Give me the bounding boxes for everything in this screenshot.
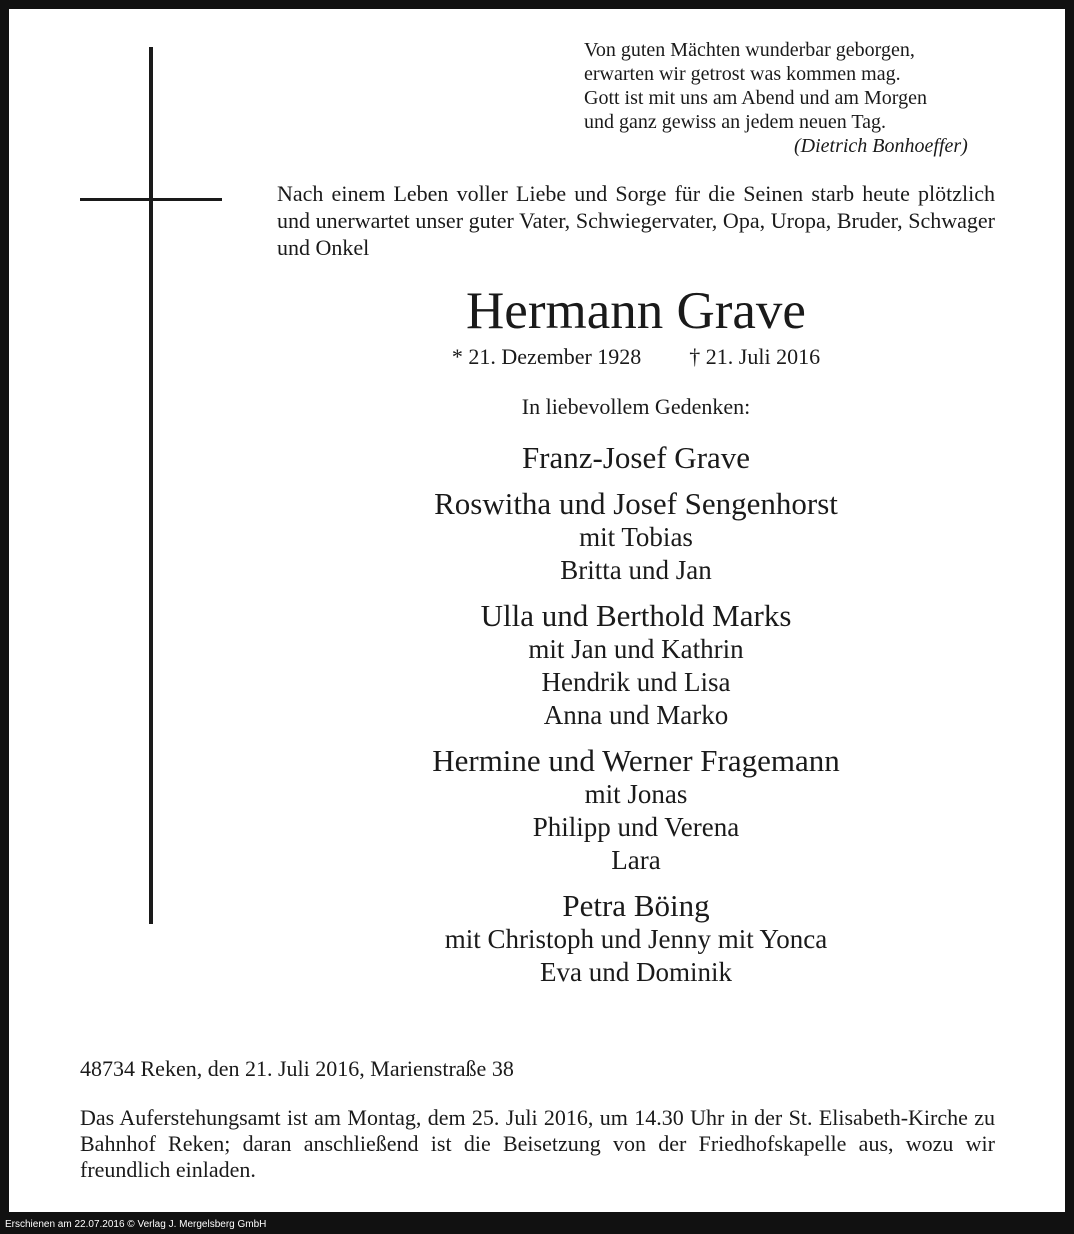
- verse-line-4: und ganz gewiss an jedem neuen Tag.: [584, 111, 887, 133]
- in-memory-heading: In liebevollem Gedenken:: [521, 394, 751, 419]
- address-line: 48734 Reken, den 21. Juli 2016, Marienstraße 38: [80, 1056, 514, 1081]
- mourner-primary: Petra Böing: [562, 888, 710, 923]
- cross-icon-vertical: [149, 47, 153, 924]
- death-date: † 21. Juli 2016: [689, 344, 821, 369]
- verse-line-2: erwarten wir getrost was kommen mag.: [584, 63, 901, 85]
- life-dates: [277, 343, 995, 371]
- mourner-group: [277, 743, 995, 877]
- mourner-sub: Britta und Jan: [560, 555, 712, 585]
- mourner-sub: Philipp und Verena: [532, 812, 740, 842]
- cross-icon-horizontal: [80, 198, 222, 201]
- mourner-sub: mit Christoph und Jenny mit Yonca: [444, 924, 828, 954]
- mourner-primary: Hermine und Werner Fragemann: [432, 743, 840, 778]
- verse-author: (Dietrich Bonhoeffer): [794, 135, 968, 157]
- publication-credit: Erschienen am 22.07.2016 © Verlag J. Mergelsberg GmbH: [5, 1219, 267, 1230]
- mourner-sub: Lara: [611, 845, 661, 875]
- mourner-sub: Eva und Dominik: [540, 957, 732, 987]
- mourner-sub: mit Jonas: [584, 779, 688, 809]
- verse-line-3: Gott ist mit uns am Abend und am Morgen: [584, 87, 927, 109]
- mourner-primary: Franz-Josef Grave: [521, 440, 751, 475]
- deceased-name: Hermann Grave: [466, 282, 806, 340]
- mourner-group: [277, 888, 995, 989]
- mourners-list: [277, 440, 995, 1000]
- mourner-sub: Hendrik und Lisa: [541, 667, 731, 697]
- verse-line-1: Von guten Mächten wunderbar geborgen,: [584, 39, 915, 61]
- mourner-sub: Anna und Marko: [543, 700, 729, 730]
- mourner-group: [277, 486, 995, 587]
- mourner-sub: mit Jan und Kathrin: [528, 634, 744, 664]
- birth-date: * 21. Dezember 1928: [451, 344, 642, 369]
- mourner-sub: mit Tobias: [579, 522, 693, 552]
- bible-verse: [584, 38, 927, 134]
- intro-text: Nach einem Leben voller Liebe und Sorge für die Seinen starb heute plötzlich und unerwartet unser guter Vater, Schwiegervater, Opa, Uropa, Bruder, Schwager und Onkel: [277, 181, 995, 260]
- mourner-group: [277, 440, 995, 475]
- funeral-notice: Das Auferstehungsamt ist am Montag, dem 25. Juli 2016, um 14.30 Uhr in der St. Elisabeth-Kirche zu Bahnhof Reken; daran anschließend ist die Beisetzung von der Friedhofskapelle aus, wozu wir freundlich einladen.: [80, 1105, 995, 1182]
- mourner-primary: Roswitha und Josef Sengenhorst: [434, 486, 838, 521]
- mourner-group: [277, 598, 995, 732]
- mourner-primary: Ulla und Berthold Marks: [480, 598, 792, 633]
